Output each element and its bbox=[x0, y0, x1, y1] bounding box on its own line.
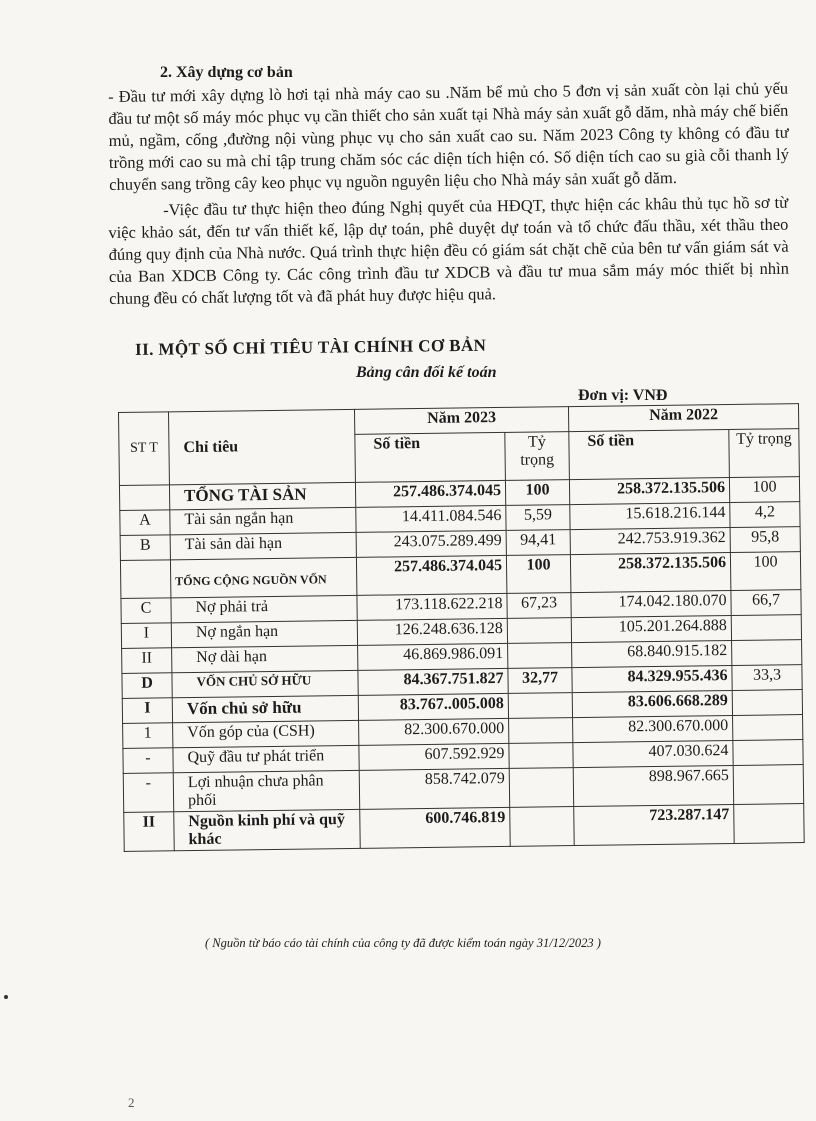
row-ratio-2023 bbox=[509, 768, 574, 808]
row-amount-2023: 257.486.374.045 bbox=[355, 480, 505, 507]
row-ratio-2022: 100 bbox=[729, 477, 799, 503]
row-amount-2023: 257.486.374.045 bbox=[356, 555, 506, 595]
row-ratio-2023 bbox=[508, 693, 572, 719]
row-indicator: Nợ dài hạn bbox=[172, 645, 358, 672]
header-indicator: Chỉ tiêu bbox=[169, 409, 356, 484]
row-ratio-2022: 66,7 bbox=[731, 590, 801, 616]
row-amount-2022: 105.201.264.888 bbox=[571, 615, 731, 642]
row-amount-2022: 15.618.216.144 bbox=[570, 503, 730, 530]
header-amount-2022: Số tiền bbox=[569, 430, 730, 480]
row-ratio-2022: 4,2 bbox=[730, 502, 800, 528]
row-amount-2023: 84.367.751.827 bbox=[358, 668, 508, 695]
row-amount-2022: 83.606.668.289 bbox=[572, 690, 732, 717]
row-stt: I bbox=[122, 698, 172, 724]
row-amount-2023: 46.869.986.091 bbox=[358, 643, 508, 670]
row-indicator: VỐN CHỦ SỞ HỮU bbox=[172, 670, 358, 697]
row-amount-2023: 82.300.670.000 bbox=[359, 718, 509, 745]
row-amount-2022: 898.967.665 bbox=[573, 765, 733, 806]
row-ratio-2022: 100 bbox=[730, 552, 801, 591]
row-ratio-2022: 33,3 bbox=[732, 665, 802, 691]
paragraph-procedure: -Việc đầu tư thực hiện theo đúng Nghị quyết của HĐQT, thực hiện các khâu thủ tục hồ sơ từ việc khảo sát, đến tư vấn thiết kế, lập dự toán, phê duyệt dự toán và tổ chức đấu thầu, xét thầu theo đúng quy định của Nhà nước. Quá trình thực hiện đều có giám sát chặt chẽ của bên tư vấn giám sát và của Ban XDCB Công ty. Các công trình đầu tư XDCB và đầu tư mua sắm máy móc thiết bị nhìn chung đều có chất lượng tốt và đã phát huy được hiệu quả. bbox=[108, 192, 789, 308]
row-ratio-2022 bbox=[732, 640, 802, 666]
row-amount-2023: 173.118.622.218 bbox=[357, 593, 507, 620]
row-amount-2022: 723.287.147 bbox=[574, 804, 734, 845]
row-stt bbox=[119, 485, 169, 511]
row-amount-2022: 258.372.135.506 bbox=[569, 478, 729, 505]
row-amount-2023: 14.411.084.546 bbox=[356, 505, 506, 532]
row-indicator: TỔNG TÀI SẢN bbox=[169, 482, 355, 509]
row-amount-2022: 82.300.670.000 bbox=[573, 715, 733, 742]
row-amount-2022: 68.840.915.182 bbox=[572, 640, 732, 667]
row-stt: II bbox=[124, 812, 175, 852]
row-stt: B bbox=[120, 535, 170, 561]
row-ratio-2023: 100 bbox=[505, 480, 569, 506]
row-stt: I bbox=[121, 623, 171, 649]
table-subtitle: Bảng cân đối kế toán bbox=[356, 364, 497, 381]
row-amount-2023: 126.248.636.128 bbox=[357, 618, 507, 645]
paragraph-investment: - Đầu tư mới xây dựng lò hơi tại nhà máy cao su .Năm bể mủ cho 5 đơn vị sản xuất còn lại chủ yếu đầu tư một số máy móc phục vụ cần thiết cho sản xuất tại Nhà máy sản xuất gỗ dăm, nhà máy chế biến mủ, ngầm, cống ,đường nội vùng phục vụ cho sản xuất cao su. Năm 2023 Công ty không có đầu tư trồng mới cao su mà chỉ tập trung chăm sóc các diện tích hiện có. Số diện tích cao su già cỗi thanh lý chuyển sang trồng cây keo phục vụ nguồn nguyên liệu cho Nhà máy sản xuất gỗ dăm. bbox=[108, 78, 789, 194]
row-ratio-2022: 95,8 bbox=[730, 527, 800, 553]
row-ratio-2023 bbox=[508, 643, 572, 669]
row-stt: - bbox=[123, 773, 174, 813]
row-amount-2022: 407.030.624 bbox=[573, 740, 733, 767]
row-amount-2023: 600.746.819 bbox=[360, 807, 510, 848]
row-stt: C bbox=[121, 598, 171, 624]
row-ratio-2022 bbox=[731, 615, 801, 641]
currency-unit: Đơn vị: VNĐ bbox=[578, 387, 668, 404]
header-stt: ST T bbox=[119, 412, 170, 486]
row-ratio-2023 bbox=[509, 718, 573, 744]
row-indicator: Lợi nhuận chưa phân phối bbox=[173, 770, 359, 811]
row-indicator: Nợ phải trả bbox=[171, 595, 357, 622]
row-ratio-2023 bbox=[507, 618, 571, 644]
row-ratio-2023 bbox=[510, 807, 575, 847]
financial-heading: II. MỘT SỐ CHỈ TIÊU TÀI CHÍNH CƠ BẢN bbox=[135, 335, 487, 359]
row-ratio-2023 bbox=[509, 743, 573, 769]
row-indicator: Vốn góp của (CSH) bbox=[173, 720, 359, 747]
row-ratio-2022 bbox=[733, 740, 803, 766]
table-row bbox=[124, 804, 804, 852]
row-indicator: Quỹ đầu tư phát triển bbox=[173, 745, 359, 772]
row-indicator: Tài sản ngắn hạn bbox=[170, 507, 356, 534]
source-footnote: ( Nguồn từ báo cáo tài chính của công ty đã được kiểm toán ngày 31/12/2023 ) bbox=[205, 936, 601, 950]
row-amount-2023: 858.742.079 bbox=[359, 768, 509, 809]
row-indicator: Nợ ngắn hạn bbox=[171, 620, 357, 647]
row-amount-2022: 84.329.955.436 bbox=[572, 665, 732, 692]
row-ratio-2023: 67,23 bbox=[507, 593, 571, 619]
row-ratio-2023: 5,59 bbox=[506, 505, 570, 531]
row-ratio-2022 bbox=[733, 765, 804, 805]
row-ratio-2022 bbox=[734, 804, 805, 844]
row-ratio-2023: 94,41 bbox=[506, 530, 570, 556]
header-year-2023: Năm 2023 bbox=[354, 407, 568, 435]
row-indicator: TỔNG CỘNG NGUỒN VỐN bbox=[170, 557, 356, 597]
page-number: 2 bbox=[128, 1095, 135, 1110]
header-year-2022: Năm 2022 bbox=[568, 404, 798, 432]
row-indicator: Nguồn kinh phí và quỹ khác bbox=[174, 809, 360, 850]
row-stt: A bbox=[120, 510, 170, 536]
row-ratio-2023: 100 bbox=[506, 555, 571, 594]
row-amount-2023: 243.075.289.499 bbox=[356, 530, 506, 557]
row-ratio-2023: 32,77 bbox=[508, 668, 572, 694]
row-stt: II bbox=[122, 648, 172, 674]
row-indicator: Tài sản dài hạn bbox=[170, 532, 356, 559]
section-title: 2. Xây dựng cơ bản bbox=[160, 64, 293, 81]
row-amount-2022: 258.372.135.506 bbox=[570, 552, 730, 592]
row-amount-2023: 607.592.929 bbox=[359, 743, 509, 770]
row-stt: 1 bbox=[123, 723, 173, 749]
row-ratio-2022 bbox=[732, 690, 802, 716]
row-stt bbox=[120, 560, 170, 599]
row-stt: - bbox=[123, 748, 173, 774]
header-ratio-2022: Tỷ trọng bbox=[729, 429, 800, 478]
row-ratio-2022 bbox=[733, 715, 803, 741]
header-ratio-2023: Tỷ trọng bbox=[505, 432, 570, 481]
scan-speck bbox=[4, 995, 8, 999]
row-amount-2022: 242.753.919.362 bbox=[570, 527, 730, 554]
header-amount-2023: Số tiền bbox=[355, 432, 506, 482]
row-amount-2023: 83.767..005.008 bbox=[358, 693, 508, 720]
balance-sheet-table bbox=[118, 403, 805, 852]
row-stt: D bbox=[122, 673, 172, 699]
row-amount-2022: 174.042.180.070 bbox=[571, 590, 731, 617]
row-indicator: Vốn chủ sở hữu bbox=[172, 695, 358, 722]
